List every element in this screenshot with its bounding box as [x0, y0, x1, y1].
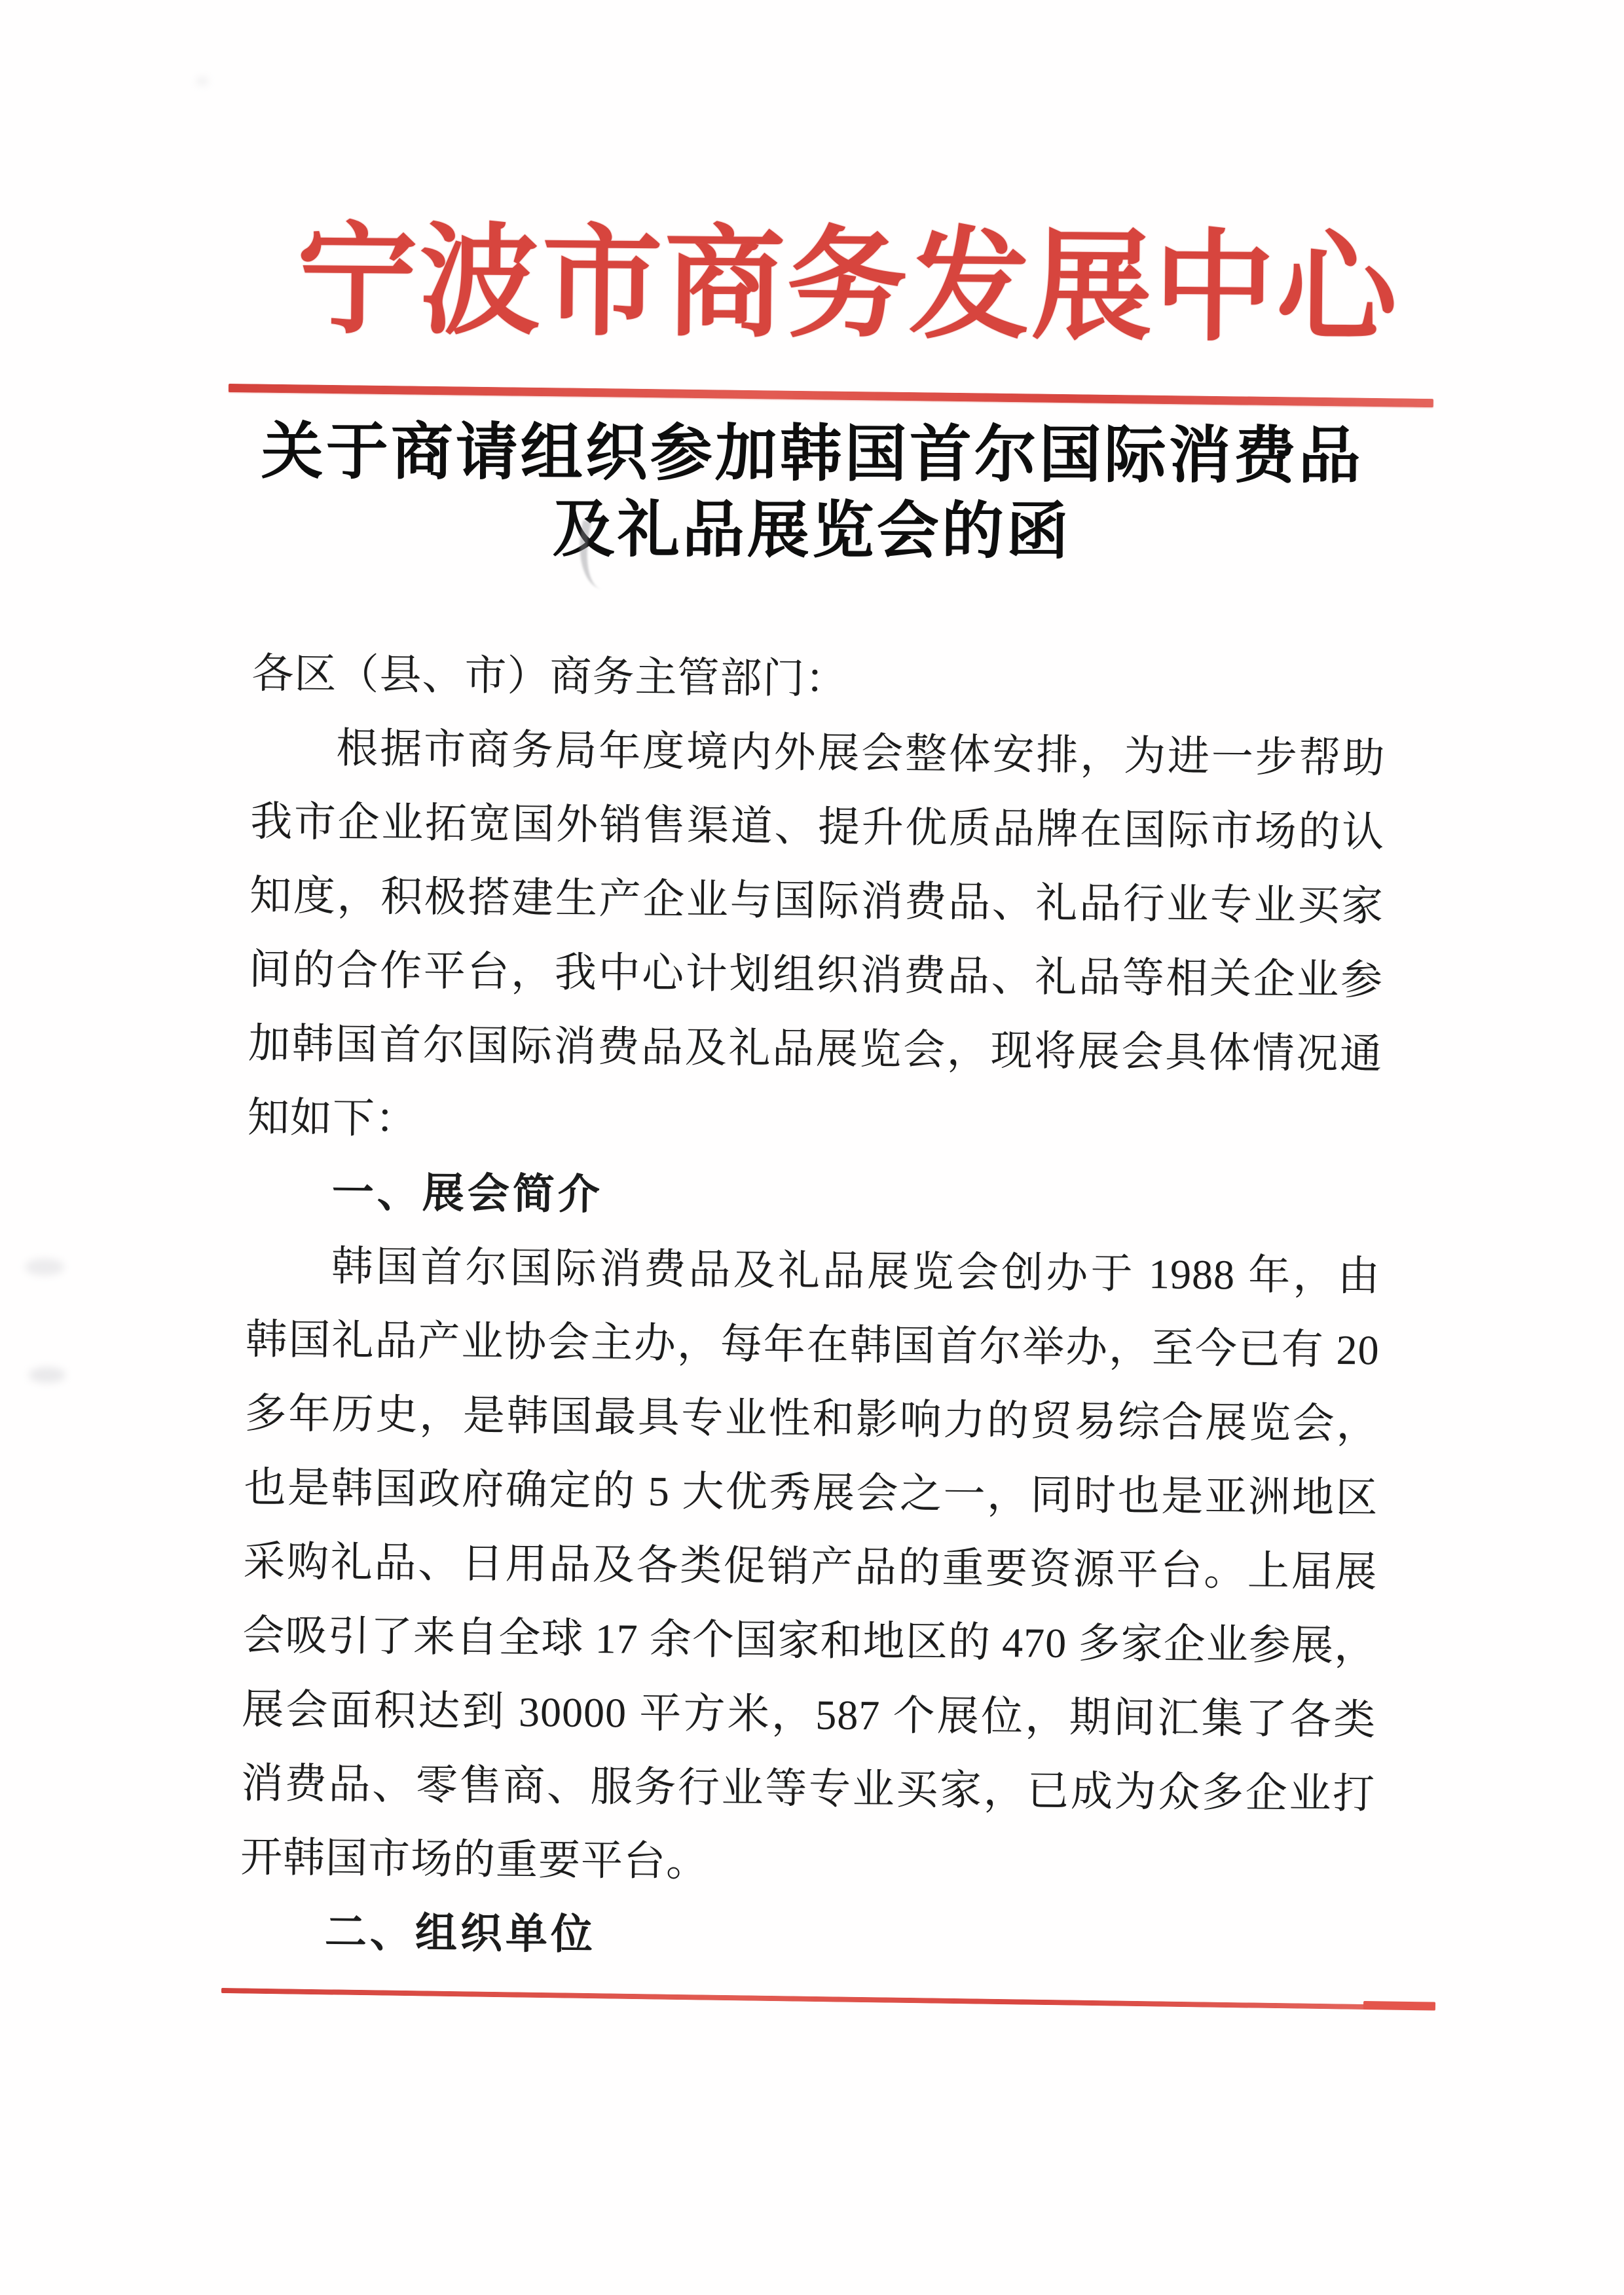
body-line: 消费品、零售商、服务行业等专业买家，已成为众多企业打	[240, 1759, 1376, 1818]
document-title	[0, 413, 1624, 573]
title-line-2: 及礼品展览会的函	[552, 494, 1071, 567]
body-line: 知度，积极搭建生产企业与国际消费品、礼品行业专业买家	[249, 872, 1384, 930]
title-line-1: 关于商请组织参加韩国首尔国际消费品	[261, 416, 1363, 492]
letterhead-rule	[229, 384, 1433, 407]
body-line: 也是韩国政府确定的 5 大优秀展会之一，同时也是亚洲地区	[244, 1463, 1378, 1522]
letterhead-title: 宁波市商务发展中心	[296, 213, 1400, 358]
body-line: 我市企业拓宽国外销售渠道、提升优质品牌在国际市场的认	[249, 798, 1385, 856]
body-line: 各区（县、市）商务主管部门：	[251, 650, 848, 703]
body-line: 韩国礼品产业协会主办，每年在韩国首尔举办，至今已有 20	[245, 1315, 1380, 1374]
section-heading: 二、组织单位	[324, 1908, 597, 1958]
body-line: 知如下：	[247, 1093, 418, 1143]
footer-rule	[221, 1988, 1372, 2010]
body-line: 韩国首尔国际消费品及礼品展览会创办于 1988 年，由	[331, 1243, 1381, 1300]
document-body	[239, 636, 1386, 1979]
body-line: 采购礼品、日用品及各类促销产品的重要资源平台。上届展	[243, 1537, 1378, 1596]
body-line: 开韩国市场的重要平台。	[240, 1833, 709, 1885]
scan-smudge	[29, 1367, 65, 1383]
body-line: 多年历史，是韩国最具专业性和影响力的贸易综合展览会，	[244, 1389, 1379, 1448]
section-heading: 一、展会简介	[331, 1168, 604, 1219]
body-line: 展会面积达到 30000 平方米，587 个展位，期间汇集了各类	[241, 1685, 1376, 1744]
body-line: 根据市商务局年度境内外展会整体安排，为进一步帮助	[336, 725, 1386, 782]
body-line: 加韩国首尔国际消费品及礼品展览会，现将展会具体情况通	[248, 1019, 1383, 1078]
body-line: 间的合作平台，我中心计划组织消费品、礼品等相关企业参	[248, 946, 1384, 1004]
footer-rule-tail	[1363, 2001, 1435, 2011]
scan-smudge	[196, 77, 208, 85]
scan-smudge	[25, 1258, 64, 1276]
body-line: 会吸引了来自全球 17 余个国家和地区的 470 多家企业参展，	[242, 1611, 1377, 1670]
